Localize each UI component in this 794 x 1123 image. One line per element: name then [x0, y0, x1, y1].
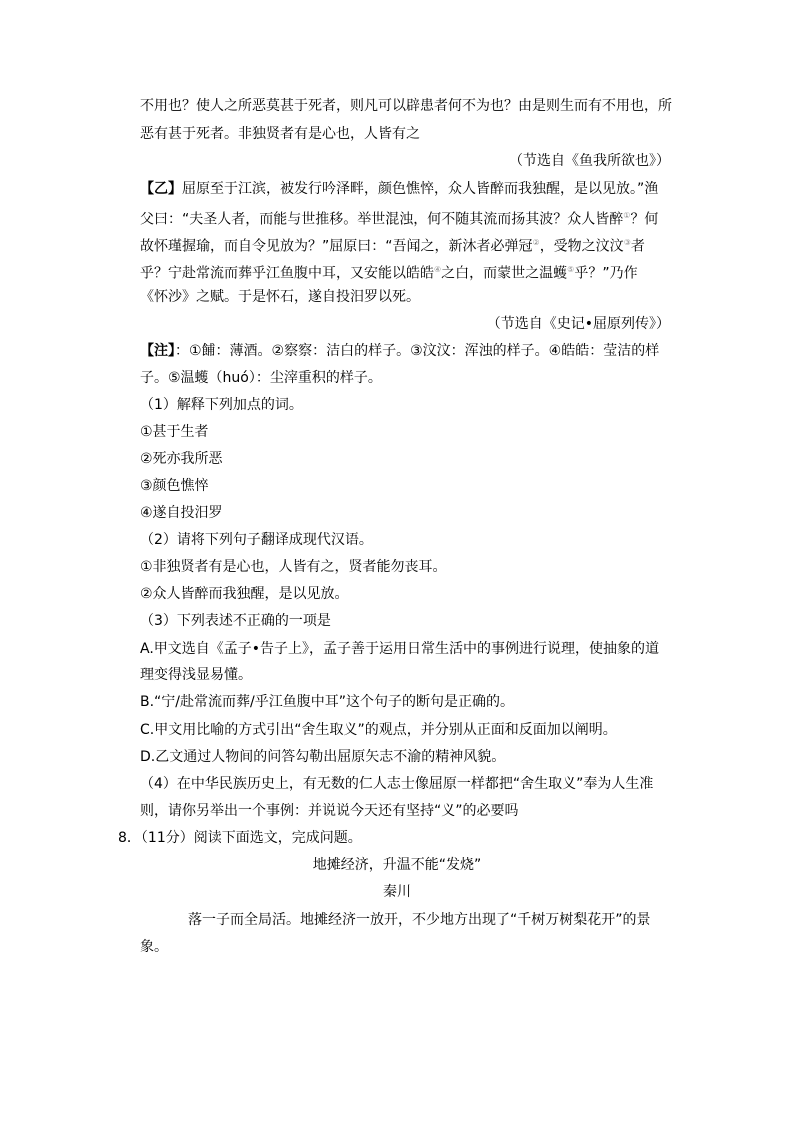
question-4-cont: 则，请你另举出一个事例：并说说今天还有坚持“义”的必要吗	[140, 803, 519, 819]
source-citation: （节选自《鱼我所欲也》）	[509, 153, 670, 169]
option-b: B.“宁/赴常流而葬/乎江鱼腹中耳”这个句子的断句是正确的。	[140, 694, 514, 710]
passage-line: 【乙】屈原至于江滨，被发行吟泽畔，颜色憔悴，众人皆醉而我独醒，是以见放。”渔	[140, 181, 659, 197]
passage-line: 乎？宁赴常流而葬乎江鱼腹中耳，又安能以皓皓④之白，而蒙世之温蠖⑤乎？”乃作	[140, 265, 638, 282]
article-paragraph-cont: 象。	[140, 939, 168, 955]
yi-tag: 【乙】	[140, 181, 182, 197]
note-line: 子。⑤温蠖（huó）：尘滓重积的样子。	[140, 370, 382, 386]
passage-line: 恶有甚于死者。非独贤者有是心也，人皆有之	[140, 126, 420, 142]
passage-line: 故怀瑾握瑜，而自令见放为？”屈原曰：“吾闻之，新沐者必弹冠②，受物之汶汶③者	[140, 238, 645, 255]
question-item: ③颜色憔悴	[140, 478, 209, 494]
section-8-intro: 8．（11分）阅读下面选文，完成问题。	[118, 830, 362, 846]
passage-line: 父曰：“夫圣人者，而能与世推移。举世混浊，何不随其流而扬其波？众人皆醉①？何	[140, 211, 659, 228]
footnote-mark: ③	[623, 238, 631, 247]
footnote-mark: ②	[532, 238, 540, 247]
question-item: ②死亦我所恶	[140, 451, 223, 467]
article-title: 地摊经济，升温不能“发烧”	[312, 857, 482, 873]
question-1: （1）解释下列加点的词。	[140, 397, 303, 413]
option-d: D.乙文通过人物间的问答勾勒出屈原矢志不渝的精神风貌。	[140, 749, 506, 765]
note-tag: 【注】	[140, 343, 175, 359]
article-author: 秦川	[383, 884, 411, 900]
question-2: （2）请将下列句子翻译成现代汉语。	[140, 532, 373, 548]
passage-line: 《怀沙》之赋。于是怀石，遂自投汨罗以死。	[140, 289, 420, 305]
source-citation: （节选自《史记•屈原列传》）	[486, 316, 670, 332]
option-c: C.甲文用比喻的方式引出“舍生取义”的观点，并分别从正面和反面加以阐明。	[140, 722, 617, 738]
article-paragraph: 落一子而全局活。地摊经济一放开，不少地方出现了“千树万树梨花开”的景	[188, 912, 651, 928]
question-item: ①非独贤者有是心也，人皆有之，贤者能勿丧耳。	[140, 559, 447, 575]
option-a: A.甲文选自《孟子•告子上》，孟子善于运用日常生活中的事例进行说理，使抽象的道	[140, 641, 660, 657]
question-item: ④遂自投汨罗	[140, 505, 223, 521]
question-number: 8．	[118, 830, 141, 846]
question-item: ①甚于生者	[140, 424, 209, 440]
question-4: （4）在中华民族历史上，有无数的仁人志士像屈原一样都把“舍生取义”奉为人生准	[140, 776, 654, 792]
footnote-mark: ⑤	[567, 265, 575, 274]
footnote-mark: ④	[434, 265, 442, 274]
footnote-mark: ①	[623, 211, 631, 220]
note-line: 【注】：①餔：薄酒。②察察：洁白的样子。③汶汶：浑浊的样子。④皓皓：莹洁的样	[140, 343, 660, 359]
question-item: ②众人皆醉而我独醒，是以见放。	[140, 586, 349, 602]
option-a-cont: 理变得浅显易懂。	[140, 667, 252, 683]
question-3: （3）下列表述不正确的一项是	[140, 613, 331, 629]
passage-line: 不用也？使人之所恶莫甚于死者，则凡可以辟患者何不为也？由是则生而有不用也，所	[140, 98, 672, 114]
